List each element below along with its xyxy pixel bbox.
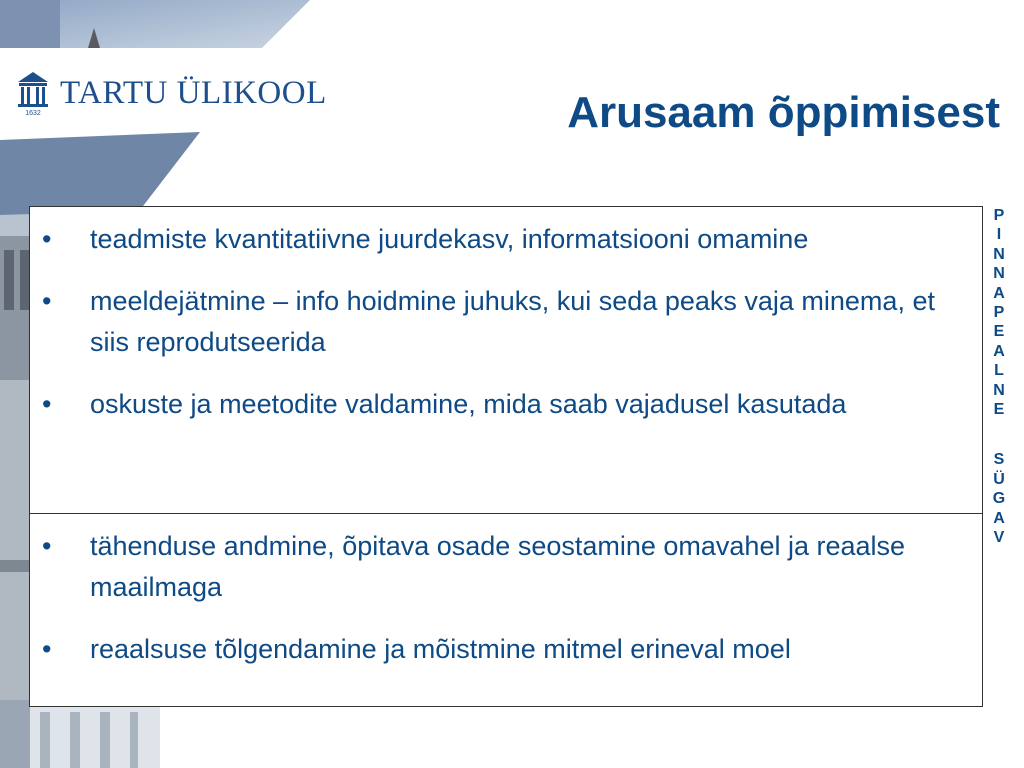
side-letter: E (993, 323, 1005, 341)
side-letter: A (993, 509, 1005, 527)
slide-title: Arusaam õppimisest (567, 88, 1000, 137)
list-item (30, 384, 968, 425)
side-letter: A (993, 342, 1005, 360)
bullet-icon: • (42, 286, 52, 316)
logo-text: TARTU ÜLIKOOL (60, 74, 327, 111)
bullet-icon: • (42, 389, 52, 419)
side-letter: P (993, 304, 1005, 322)
list-item-text: meeldejätmine – info hoidmine juhuks, kui seda peaks vaja minema, et siis reprodutseerida (90, 286, 935, 357)
side-letter: N (993, 381, 1005, 399)
side-letter: I (996, 226, 1002, 244)
deep-learning-box (29, 513, 983, 707)
university-logo (16, 70, 327, 116)
vertical-side-label (986, 206, 1012, 548)
university-building-icon (16, 70, 50, 116)
side-letter: G (992, 490, 1006, 508)
bullet-icon: • (42, 224, 52, 254)
side-letter: N (993, 265, 1005, 283)
list-item-text: tähenduse andmine, õpitava osade seostamine omavahel ja reaalse maailmaga (90, 531, 906, 602)
list-item-text: oskuste ja meetodite valdamine, mida saab vajadusel kasutada (90, 389, 847, 419)
surface-learning-box (29, 206, 983, 514)
side-letter: N (993, 245, 1005, 263)
bullet-icon: • (42, 634, 52, 664)
side-letter: L (994, 362, 1004, 380)
bullet-list-top (30, 207, 982, 425)
side-letter: V (993, 529, 1005, 547)
list-item (30, 526, 968, 608)
side-letter: E (993, 401, 1005, 419)
list-item-text: reaalsuse tõlgendamine ja mõistmine mitmel erineval moel (90, 634, 791, 664)
side-letter: S (993, 451, 1005, 469)
list-item (30, 219, 968, 260)
list-item-text: teadmiste kvantitatiivne juurdekasv, informatsiooni omamine (90, 224, 809, 254)
side-letter: P (993, 207, 1005, 224)
list-item (30, 629, 968, 670)
bullet-list-bottom (30, 514, 982, 670)
logo-year: 1632 (25, 110, 41, 116)
side-letter: A (993, 284, 1005, 302)
bullet-icon: • (42, 531, 52, 561)
side-letter: Ü (993, 470, 1005, 488)
list-item (30, 281, 968, 363)
